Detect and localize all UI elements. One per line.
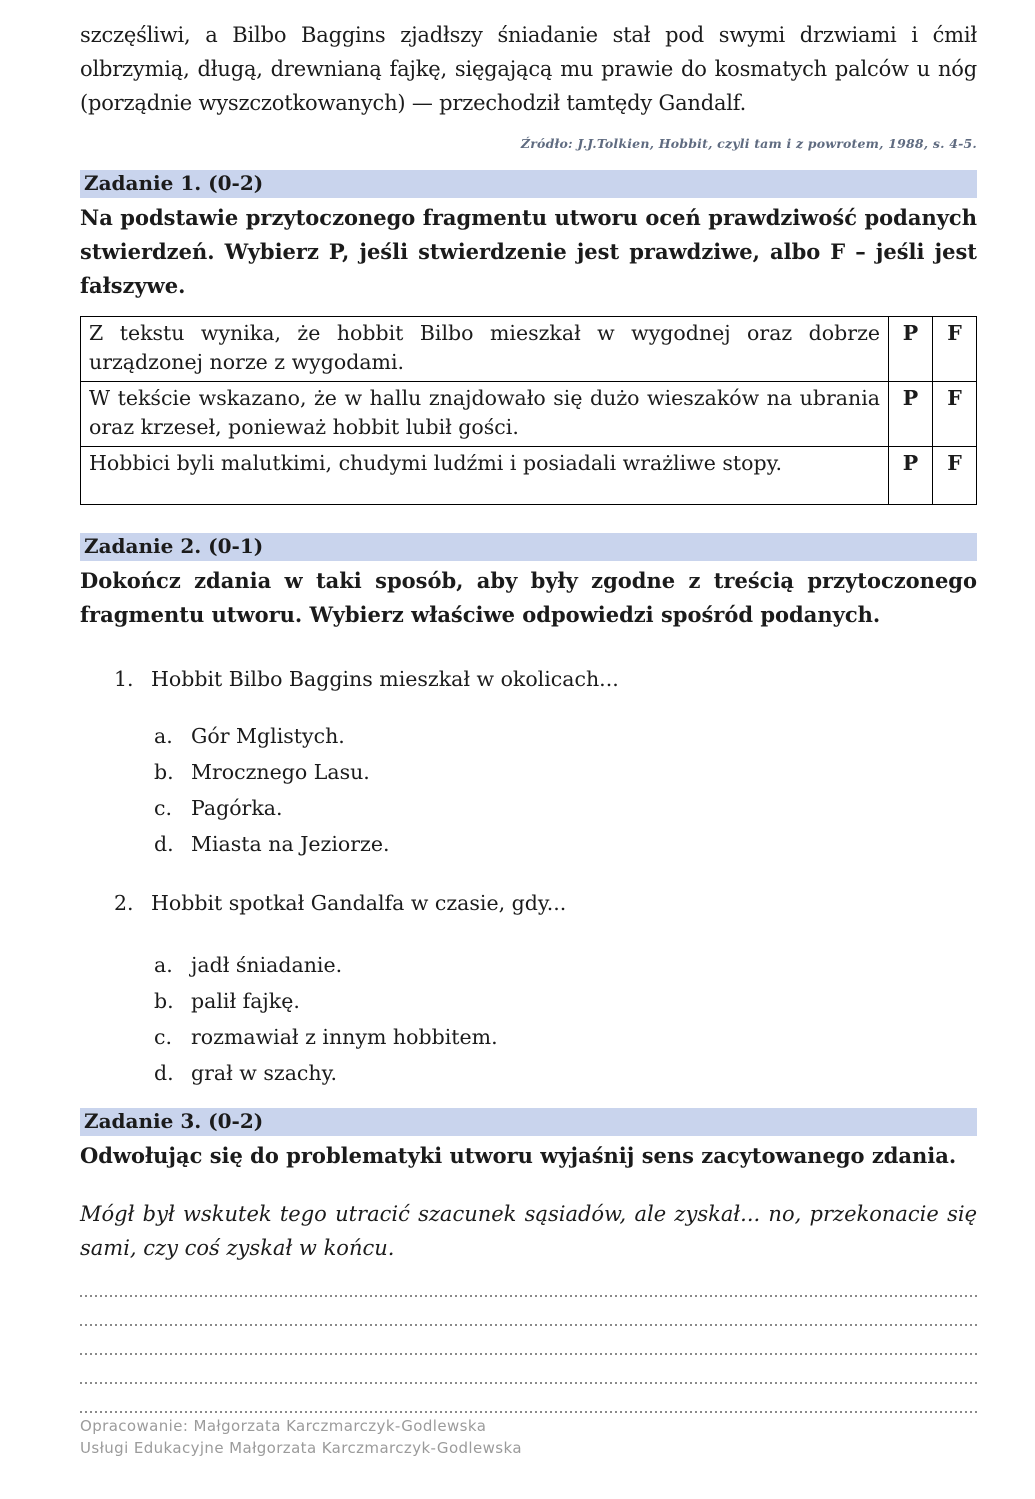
option-b[interactable] xyxy=(80,983,977,1019)
statement-text: Z tekstu wynika, że hobbit Bilbo mieszkał w wygodnej oraz dobrze urządzonej norze z wygodami. xyxy=(81,317,889,382)
statement-text: Hobbici byli malutkimi, chudymi ludźmi i posiadali wrażliwe stopy. xyxy=(81,447,889,505)
question-2 xyxy=(80,889,977,1091)
question-number: 1. xyxy=(114,667,134,691)
true-choice-cell[interactable]: P xyxy=(889,317,933,382)
option-c[interactable] xyxy=(80,1019,977,1055)
footer-credits xyxy=(80,1415,522,1459)
question-1 xyxy=(80,665,977,862)
statement-text: W tekście wskazano, że w hallu znajdowało się dużo wieszaków na ubrania oraz krzeseł, ponieważ hobbit lubił gości. xyxy=(81,382,889,447)
option-letter: a. xyxy=(154,724,173,748)
answer-line[interactable] xyxy=(80,1268,977,1297)
task1-header: Zadanie 1. (0-2) xyxy=(80,170,977,198)
option-text: Miasta na Jeziorze. xyxy=(191,832,390,856)
true-choice-cell[interactable]: P xyxy=(889,382,933,447)
option-letter: c. xyxy=(154,1025,172,1049)
question-stem-text: Hobbit Bilbo Baggins mieszkał w okolicach... xyxy=(151,667,619,691)
task3-header: Zadanie 3. (0-2) xyxy=(80,1108,977,1136)
false-choice-cell[interactable]: F xyxy=(933,382,977,447)
excerpt-paragraph: szczęśliwi, a Bilbo Baggins zjadłszy śniadanie stał pod swymi drzwiami i ćmił olbrzymią, długą, drewnianą fajkę, sięgającą mu prawie do kosmatych palców u nóg (porządnie wyszczotkowanych) — przechodził tamtędy Gandalf. xyxy=(80,23,977,115)
option-text: rozmawiał z innym hobbitem. xyxy=(191,1025,498,1049)
option-text: jadł śniadanie. xyxy=(191,953,343,977)
answer-line[interactable] xyxy=(80,1326,977,1355)
option-a[interactable] xyxy=(80,947,977,983)
footer-author-line: Opracowanie: Małgorzata Karczmarczyk-Godlewska xyxy=(80,1417,487,1435)
option-c[interactable] xyxy=(80,790,977,826)
options-list xyxy=(80,947,977,1091)
question-stem-text: Hobbit spotkał Gandalfa w czasie, gdy... xyxy=(151,891,567,915)
option-letter: d. xyxy=(154,1061,174,1085)
excerpt-source-citation: Źródło: J.J.Tolkien, Hobbit, czyli tam i z powrotem, 1988, s. 4-5. xyxy=(520,136,977,151)
option-text: Mrocznego Lasu. xyxy=(191,760,370,784)
answer-line[interactable] xyxy=(80,1297,977,1326)
option-letter: c. xyxy=(154,796,172,820)
task2-header: Zadanie 2. (0-1) xyxy=(80,533,977,561)
question-number: 2. xyxy=(114,891,134,915)
task2-instruction: Dokończ zdania w taki sposób, aby były zgodne z treścią przytoczonego fragmentu utworu. Wybierz właściwe odpowiedzi spośród podanych. xyxy=(80,568,977,627)
quoted-sentence: Mógł był wskutek tego utracić szacunek sąsiadów, ale zyskał... no, przekonacie się sami, czy coś zyskał w końcu. xyxy=(80,1202,977,1260)
option-letter: b. xyxy=(154,989,174,1013)
option-text: Gór Mglistych. xyxy=(191,724,345,748)
option-d[interactable] xyxy=(80,826,977,862)
option-a[interactable] xyxy=(80,718,977,754)
true-false-table xyxy=(80,316,977,505)
footer-company-line: Usługi Edukacyjne Małgorzata Karczmarczyk-Godlewska xyxy=(80,1439,522,1457)
question-stem xyxy=(80,665,977,693)
table-row xyxy=(81,447,977,505)
true-choice-cell[interactable]: P xyxy=(889,447,933,505)
option-letter: b. xyxy=(154,760,174,784)
task1-instruction: Na podstawie przytoczonego fragmentu utworu oceń prawdziwość podanych stwierdzeń. Wybierz P, jeśli stwierdzenie jest prawdziwe, albo F – jeśli jest fałszywe. xyxy=(80,205,977,298)
task3-instruction: Odwołując się do problematyki utworu wyjaśnij sens zacytowanego zdania. xyxy=(80,1143,957,1168)
option-text: Pagórka. xyxy=(191,796,283,820)
options-list xyxy=(80,718,977,862)
option-text: grał w szachy. xyxy=(191,1061,337,1085)
option-text: palił fajkę. xyxy=(191,989,300,1013)
option-b[interactable] xyxy=(80,754,977,790)
answer-line[interactable] xyxy=(80,1355,977,1384)
question-stem xyxy=(80,889,977,917)
false-choice-cell[interactable]: F xyxy=(933,447,977,505)
answer-line[interactable] xyxy=(80,1384,977,1413)
option-d[interactable] xyxy=(80,1055,977,1091)
option-letter: a. xyxy=(154,953,173,977)
option-letter: d. xyxy=(154,832,174,856)
false-choice-cell[interactable]: F xyxy=(933,317,977,382)
table-row xyxy=(81,317,977,382)
answer-lines xyxy=(80,1268,977,1413)
table-row xyxy=(81,382,977,447)
